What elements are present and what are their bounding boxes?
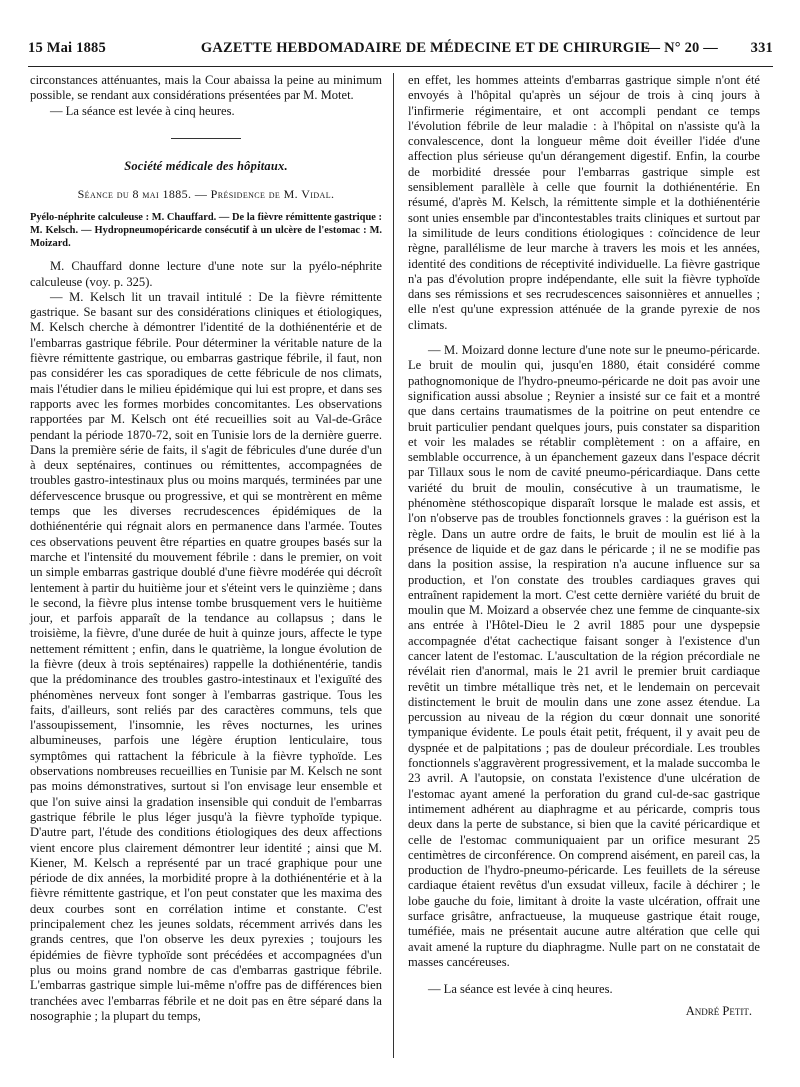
society-heading: Société médicale des hôpitaux. [124, 158, 288, 173]
author-signature: André Petit. [685, 1003, 752, 1018]
right-column [408, 73, 760, 1019]
session-summary: Pyélo-néphrite calculeuse : M. Chauffard. — De la fièvre rémittente gastrique : M. Kelsch. — Hydropneumopéricarde consécutif à un ulcère de l'estomac : M. Moizard. [30, 212, 382, 249]
kelsch-continuation: en effet, les hommes atteints d'embarras gastrique simple n'ont été envoyés à l'hôpital qu'après un séjour de trois à cinq jours à l'infirmerie régimentaire, et ont accompli pendant ce temps l'évolution fébrile de leur maladie : à l'hôpital on n'assiste qu'à la convalescence, dont la longueur même doit éveiller l'idée d'une affection plus sérieuse qu'un dérangement digestif. Enfin, la courbe de morbidité dressée pour l'embarras gastrique simple est sensiblement parallèle à celle que fournit la dothiénentérie. En résumé, d'après M. Kelsch, la rémittente simple et la dothiénentérie sont unies ensemble par d'incontestables traits cliniques et surtout par la similitude de leurs conditions étiologiques : coïncidence de leur règne, parallélisme de leur marche à travers les mois et les années, identité des conditions de réceptivité individuelle. La fièvre gastrique n'a pas d'évolution propre indépendante, elle suit la fièvre typhoïde dans ses rémissions et ses recrudescences saisonnières et annuelles ; elle n'est qu'une expression atténuée de la grande pyrexie de nos climats. [408, 73, 760, 332]
session-closing: — La séance est levée à cinq heures. [428, 982, 613, 997]
issue-date: 15 Mai 1885 [28, 40, 106, 56]
header-rule [28, 66, 773, 67]
issue-number: — N° 20 — [645, 40, 718, 56]
paragraph-gap [408, 333, 760, 343]
section-separator [171, 138, 241, 139]
paragraph-continuation: circonstances atténuantes, mais la Cour abaissa la peine au minimum possible, se rendant aux considérations présentées par M. Motet. [30, 73, 382, 103]
kelsch-paragraph: — M. Kelsch lit un travail intitulé : De la fièvre rémittente gastrique. Se basant sur des considérations cliniques et étiologiques, M. Kelsch cherche à démontrer l'identité de la dothiénentérie et de l'embarras gastrique fébrile. Pour déterminer la véritable nature de la fièvre rémittente gastrique, ou embarras gastrique fébrile, il faut, non pas considérer les cas sporadiques de cette fébricule de nos climats, mais l'étudier dans le milieu épidémique qui lui est propre, et dans ses rapports avec les formes morbides concomitantes. Les observations rapportées par M. Kelsch ont été recueillies soit au Val-de-Grâce pendant la période 1870-72, soit en Tunisie lors de la dernière guerre. Dans la première série de faits, il s'agit de fébricules d'une durée d'un à deux septénaires, continues ou rémittentes, accompagnées de troubles gastro-intestinaux plus ou moins marqués, terminées par une défervescence brusque ou progressive, et qui se montrèrent en même temps que les diverses recrudescences épidémiques de la dothiénentérie qui régnait alors en permanence dans l'armée. Toutes ces observations peuvent être réparties en quatre groupes basés sur la marche et l'intensité du mouvement fébrile : dans le premier, on voit un simple embarras gastrique doublé d'une fièvre modérée qui décroît lentement à partir du huitième jour et s'éteint vers le quinzième ; dans le second, la fièvre plus intense tombe brusquement vers le huitième jour, et parfois apparaît de la tendance au collapsus ; dans le troisième, la fièvre, d'une durée de huit à quinze jours, affecte le type nettement rémittent ; enfin, dans le quatrième, la longue évolution de la fièvre (deux à trois septénaires) rappelle la dothiénentérie, tandis que la prédominance des troubles gastro-intestinaux et l'exiguïté des phénomènes nerveux font songer à l'embarras gastrique. Tous les faits, d'ailleurs, sont reliés par des caractères communs, tels que l'assoupissement, l'insomnie, les rêves nocturnes, les urines albumineuses, parfois une légère éruption lenticulaire, tous symptômes qui rattachent la fébricule à la fièvre typhoïde. Les observations nombreuses recueillies en Tunisie par M. Kelsch ne sont pas moins démonstratives, surtout si l'on envisage leur ensemble et que l'on suive ainsi la gradation insensible qui conduit de l'embarras gastrique fébrile le plus léger jusqu'à la fièvre typhoïde typique. D'autre part, l'étude des conditions étiologiques des deux affections vient encore plus clairement démontrer leur identité ; ainsi que M. Kiener, M. Kelsch a représenté par un tracé graphique pour une période de dix années, la morbidité propre à la dothiénentérie et à la fièvre rémittente gastrique, et l'on peut constater que les maxima des deux courbes sont en corrélation intime et constante. C'est principalement chez les jeunes soldats, récemment arrivés dans les grands centres, que l'on observe les deux pyrexies ; toujours les épidémies de fièvre typhoïde sont précédées et accompagnées d'un plus ou moins grand nombre de cas d'embarras gastrique fébrile. L'embarras gastrique simple lui-même n'offre pas de différences bien tranchées avec l'embarras fébrile et ne doit pas en être séparé dans la nosographie ; la plupart du temps, [30, 289, 382, 1023]
chauffard-paragraph: M. Chauffard donne lecture d'une note sur la pyélo-néphrite calculeuse (voy. p. 325). [30, 259, 382, 289]
session-line: Séance du 8 mai 1885. — Présidence de M. Vidal. [77, 187, 335, 202]
page-header [28, 40, 773, 62]
column-divider [393, 73, 394, 1058]
page-number: 331 [750, 40, 773, 56]
journal-title: GAZETTE HEBDOMADAIRE DE MÉDECINE ET DE CHIRURGIE [200, 40, 651, 56]
left-column [30, 73, 382, 1024]
moizard-paragraph: — M. Moizard donne lecture d'une note sur le pneumo-péricarde. Le bruit de moulin qui, jusqu'en 1880, était considéré comme pathognomonique de l'hydro-pneumo-péricarde ne doit pas avoir une signification aussi absolue ; Reynier a insisté sur ce fait et a montré que dans certains traumatismes de la poitrine on peut entendre ce bruit particulier pendant quelques jours, puis constater sa disparition et voir les malades se rétablir complètement : on a affaire, en semblable occurrence, à un épanchement gazeux dans l'espace décrit par Tillaux sous le nom de cavité pneumo-péricardiaque. Dans cette variété du bruit de moulin, consécutive à un traumatisme, le phénomène stéthoscopique disparaît lorsque le malade est assis, et l'on n'observe pas de troubles fonctionnels graves : la guérison est la règle. Dans un autre ordre de faits, le bruit de moulin est lié à la présence de liquide et de gaz dans le péricarde ; il ne se modifie pas dans la position assise, la respiration n'a aucune influence sur sa production, et l'on constate des troubles cardiaques graves qui entraînent rapidement la mort. C'est cette dernière variété du bruit de moulin que M. Moizard a observée chez une femme de cinquante-six ans entrée à l'Hôtel-Dieu le 2 avril 1885 pour une dyspepsie accompagnée d'état cachectique faisant songer à l'existence d'un cancer latent de l'estomac. L'auscultation de la région précordiale ne révélait rien d'anormal, mais le 21 avril le premier bruit cardiaque revêtit un timbre métallique très net, et le lendemain on percevait distinctement le bruit de moulin dans une zone assez étendue. La percussion au niveau de la région du cœur donnait une sonorité tympanique évidente. Le pouls était petit, fréquent, il y avait peu de dyspnée et de palpitations ; pas de douleur précordiale. Les troubles fonctionnels s'aggravèrent progressivement, et la malade succomba le 23 avril. A l'autopsie, on constata l'existence d'une ulcération de l'estomac ayant amené la perforation du grand cul-de-sac gastrique intimement adhérent au diaphragme et au péricarde, compris tous deux dans la perte de substance, si bien que la cavité péricardique et celle de l'estomac communiquaient par un orifice mesurant 25 centimètres de circonférence. On comprend aisément, en pareil cas, la production de l'hydro-pneumo-péricarde. Les feuillets de la séreuse cardiaque étaient revêtus d'un exsudat villeux, facile à déchirer ; le lobe gauche du foie, limitant à droite la vaste ulcération, offrait une surface grisâtre, anfractueuse, la muqueuse gastrique était rouge, tuméfiée, mais ne présentait aucune autre altération que celle qui avait amené la rupture du diaphragme. Nulle part on ne constatait de masses cancéreuses. [408, 343, 760, 969]
session-closing-previous: — La séance est levée à cinq heures. [50, 103, 235, 118]
